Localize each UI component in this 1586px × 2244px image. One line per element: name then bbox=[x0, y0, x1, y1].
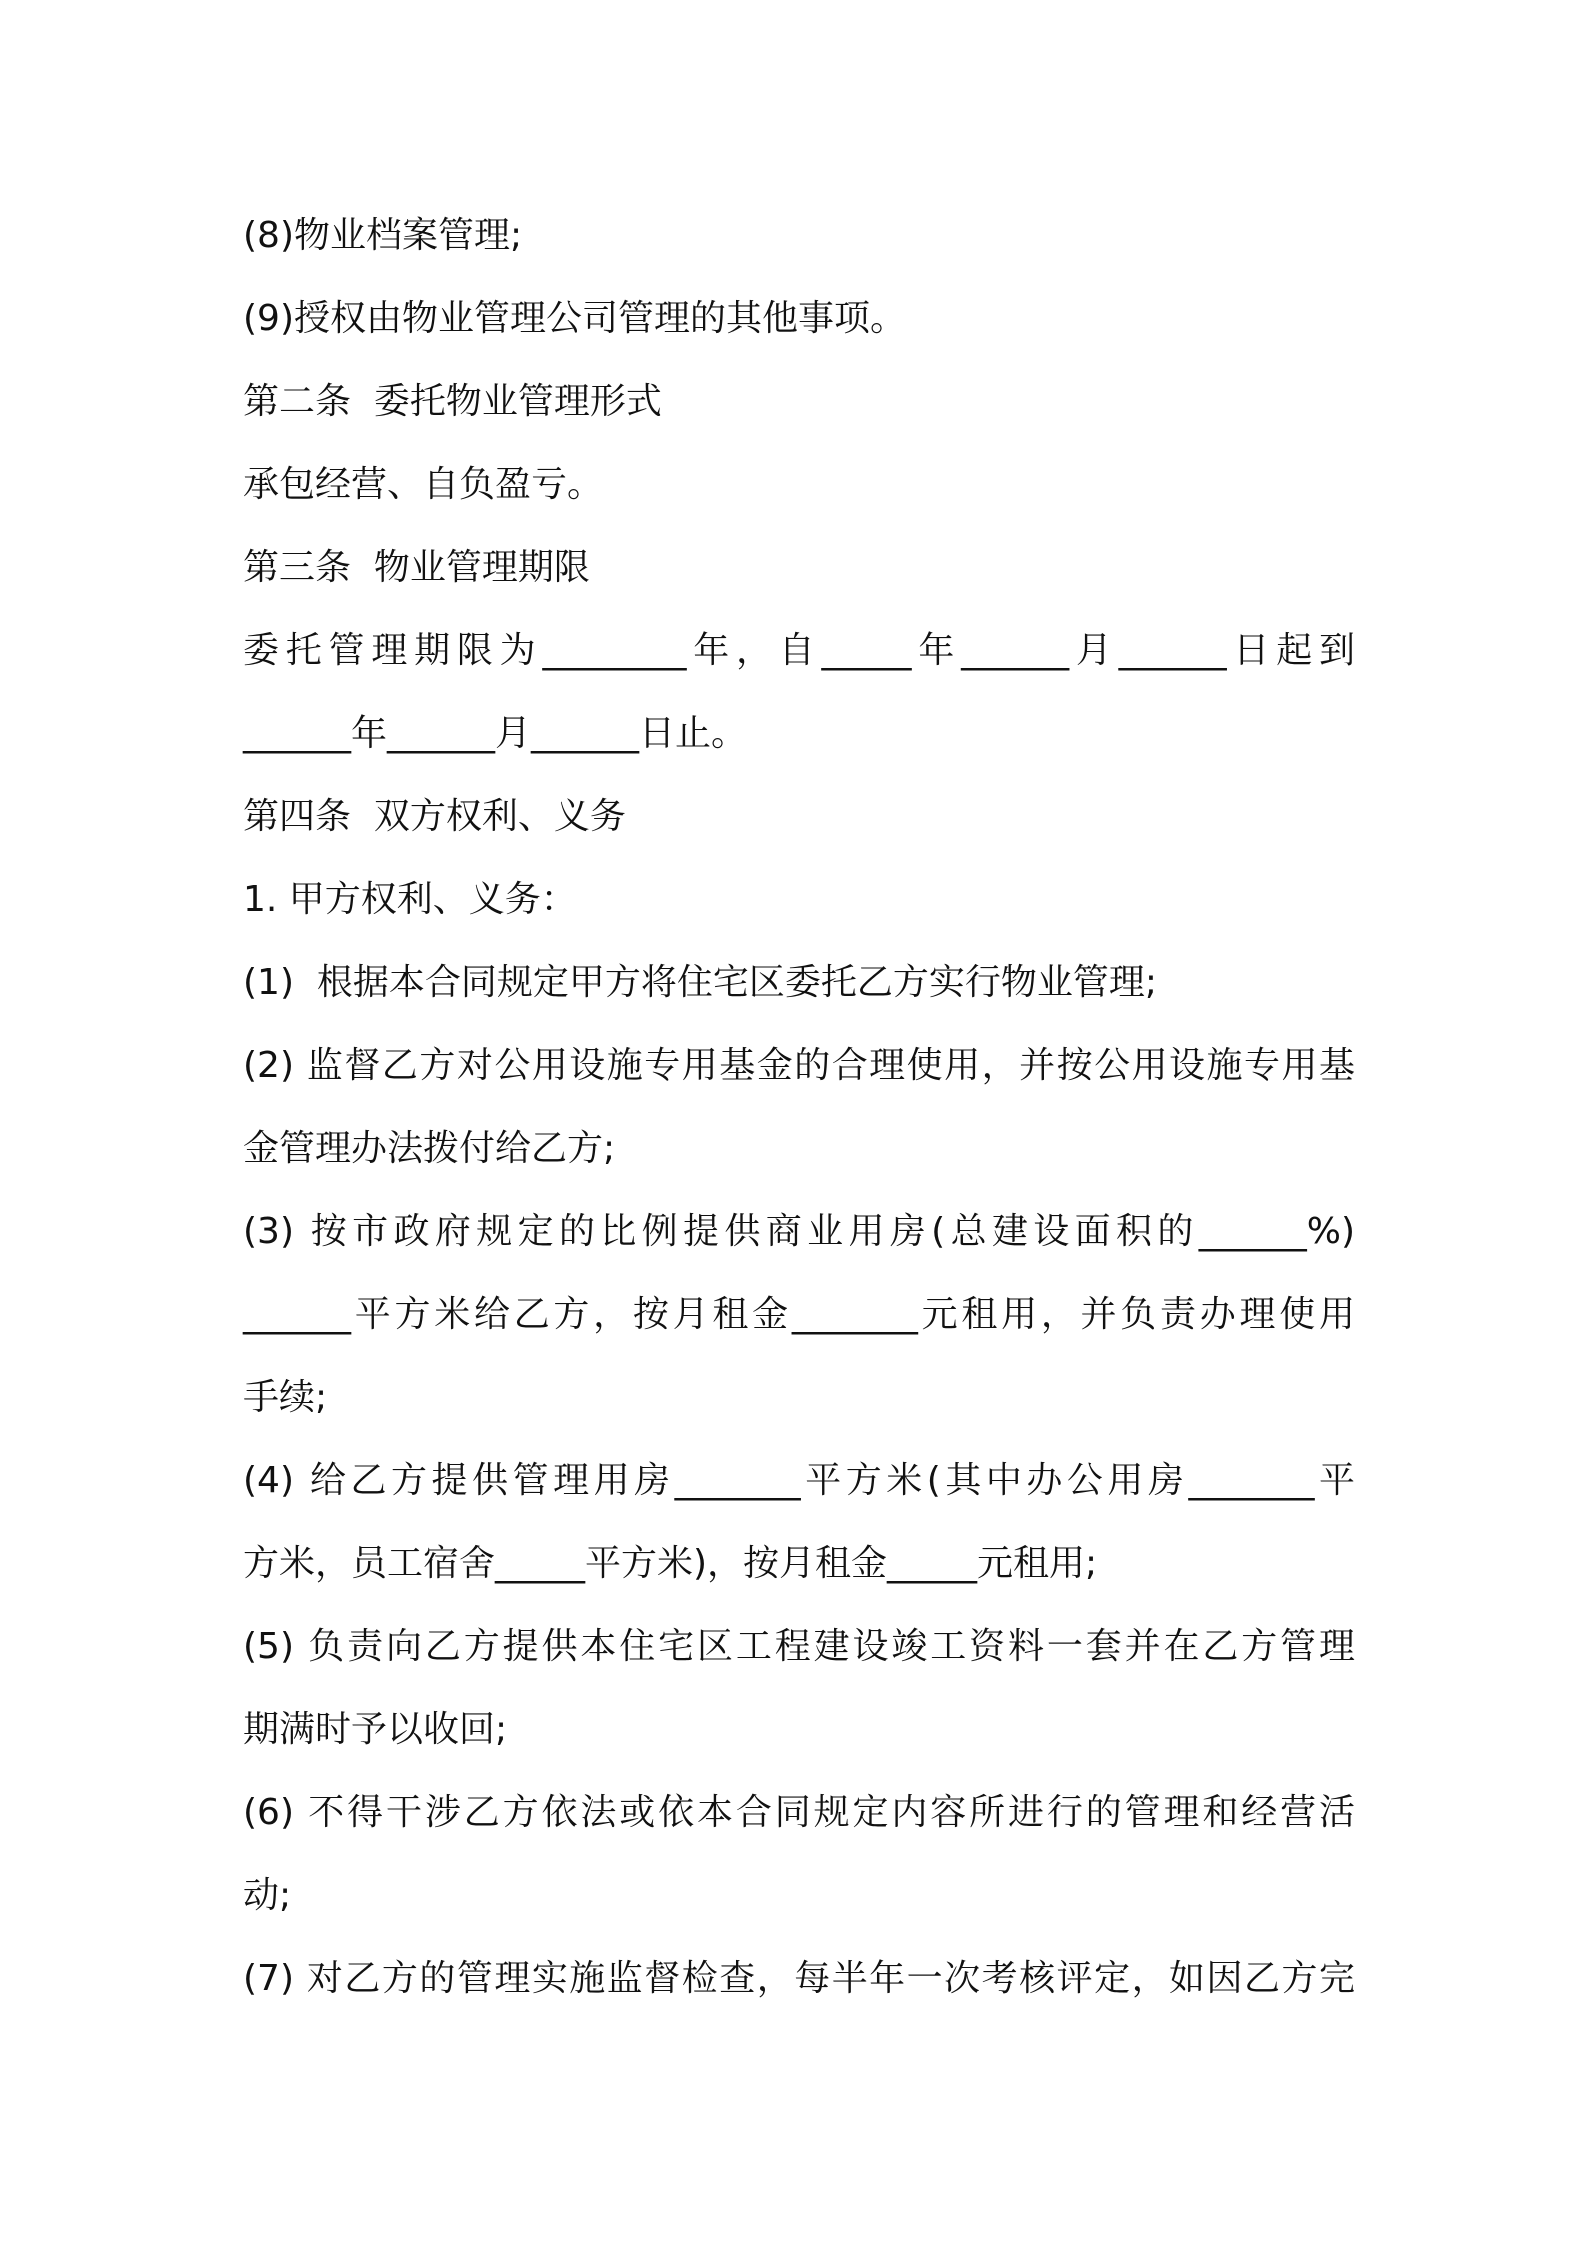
text-line: (8)物业档案管理; bbox=[243, 215, 523, 256]
list-item-continuation: 期满时予以收回; bbox=[243, 1709, 508, 1750]
list-item: (6) 不得干涉乙方依法或依本合同规定内容所进行的管理和经营活 bbox=[243, 1792, 1355, 1833]
list-item-continuation: 手续; bbox=[243, 1377, 328, 1418]
text-line: ______年______月______日止。 bbox=[243, 713, 748, 754]
text-line: 委托管理期限为________年，自_____年______月______日起到 bbox=[243, 630, 1355, 671]
section-heading: 第二条 委托物业管理形式 bbox=[243, 381, 662, 422]
text-line: (9)授权由物业管理公司管理的其他事项。 bbox=[243, 298, 906, 339]
list-item: (5) 负责向乙方提供本住宅区工程建设竣工资料一套并在乙方管理 bbox=[243, 1626, 1355, 1667]
list-item-continuation: 方米，员工宿舍_____平方米)，按月租金_____元租用; bbox=[243, 1543, 1098, 1584]
list-item: (2) 监督乙方对公用设施专用基金的合理使用，并按公用设施专用基 bbox=[243, 1045, 1355, 1086]
list-item-continuation: ______平方米给乙方，按月租金_______元租用，并负责办理使用 bbox=[243, 1294, 1355, 1335]
document-body bbox=[243, 194, 1355, 2020]
text-line: 承包经营、自负盈亏。 bbox=[243, 464, 604, 505]
subsection-heading: 1. 甲方权利、义务： bbox=[243, 879, 577, 920]
list-item: (7) 对乙方的管理实施监督检查，每半年一次考核评定，如因乙方完 bbox=[243, 1958, 1355, 1999]
list-item: (1) 根据本合同规定甲方将住宅区委托乙方实行物业管理; bbox=[243, 962, 1158, 1003]
section-heading: 第四条 双方权利、义务 bbox=[243, 796, 626, 837]
list-item-continuation: 动; bbox=[243, 1875, 292, 1916]
section-heading: 第三条 物业管理期限 bbox=[243, 547, 590, 588]
list-item-continuation: 金管理办法拨付给乙方; bbox=[243, 1128, 616, 1169]
list-item: (4) 给乙方提供管理用房_______平方米(其中办公用房_______平 bbox=[243, 1460, 1355, 1501]
list-item: (3) 按市政府规定的比例提供商业用房(总建设面积的______%) bbox=[243, 1211, 1355, 1252]
